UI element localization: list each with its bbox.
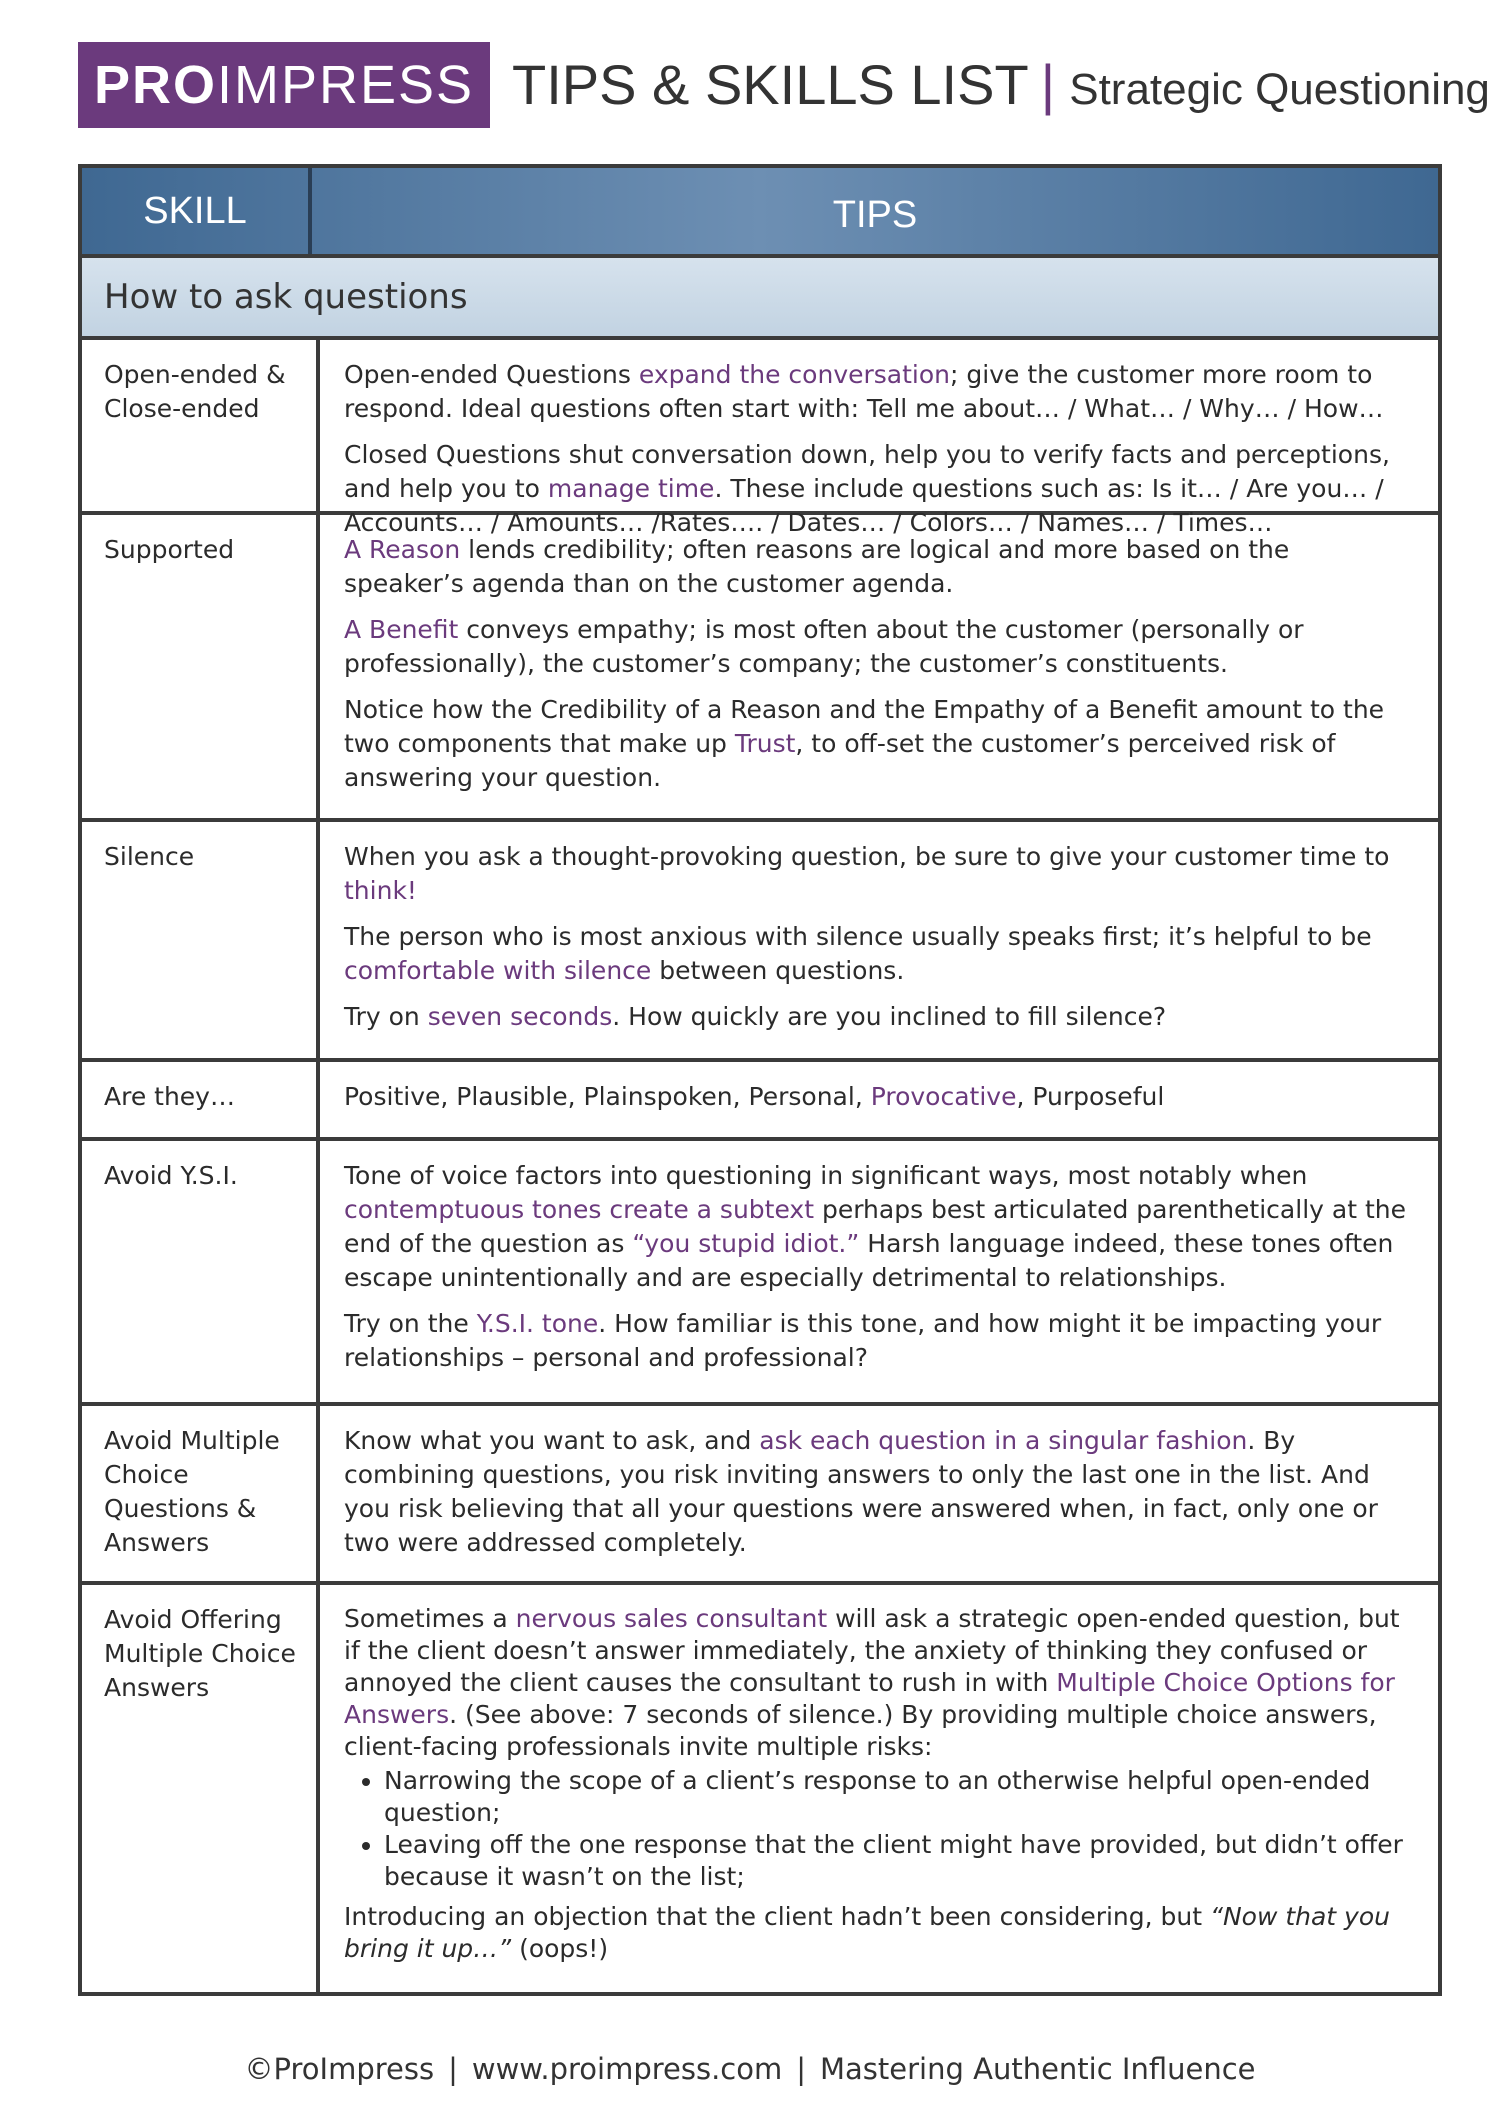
skill-cell: Silence (82, 822, 320, 1058)
tip-paragraph (344, 920, 1414, 988)
section-heading: How to ask questions (82, 258, 1438, 340)
table-row (82, 1406, 1438, 1585)
skill-cell: Avoid Offering Multiple Choice Answers (82, 1585, 320, 1992)
skill-cell: Are they… (82, 1062, 320, 1137)
footer-url: www.proimpress.com (471, 2052, 783, 2086)
footer-tagline: Mastering Authentic Influence (820, 2052, 1256, 2086)
title-main: TIPS & SKILLS LIST (512, 53, 1029, 116)
tips-cell (320, 1062, 1438, 1137)
tip-highlight: think! (344, 876, 417, 905)
page-header (78, 42, 1490, 128)
table-row (82, 822, 1438, 1062)
tip-italic-quote: “Now that you bring it up…” (344, 1902, 1390, 1963)
tips-cell (320, 1141, 1438, 1402)
risk-list (344, 1765, 1414, 1893)
tips-cell (320, 340, 1438, 537)
tip-highlight: “you stupid idiot.” (632, 1229, 860, 1258)
tip-highlight: ask each question in a singular fashion (759, 1426, 1248, 1455)
list-item: • Narrowing the scope of a client’s response to an otherwise helpful open-ended question; (384, 1765, 1414, 1829)
tip-paragraph (344, 1307, 1414, 1375)
tip-paragraph (344, 1901, 1414, 1965)
tip-text: Try on (344, 1002, 428, 1031)
tip-text: , to off-set the customer’s perceived risk of answering your question. (344, 729, 1336, 792)
tip-highlight: Multiple Choice Options for Answers (344, 1668, 1395, 1729)
tip-highlight: expand the conversation (638, 360, 951, 389)
tip-text: , Purposeful (1016, 1082, 1165, 1111)
skill-cell: Open-ended & Close-ended (82, 340, 320, 511)
tip-text: Harsh language indeed, these tones often escape unintentionally and are especially detrimental to relationships. (344, 1229, 1394, 1292)
tip-text: Closed Questions shut conversation down, help you to verify facts and perceptions, and help you to (344, 440, 1390, 503)
tip-text: Open-ended Questions (344, 360, 639, 389)
tip-highlight: Y.S.I. tone (476, 1309, 599, 1338)
footer-separator: | (796, 2052, 807, 2086)
tip-text: When you ask a thought-provoking question, be sure to give your customer time to (344, 842, 1390, 871)
tip-text: . How quickly are you inclined to fill silence? (612, 1002, 1167, 1031)
tip-text: . How familiar is this tone, and how might it be impacting your relationships – personal and professional? (344, 1309, 1382, 1372)
tip-text: . By combining questions, you risk inviting answers to only the last one in the list. And you risk believing that all your questions were answered when, in fact, only one or two were addressed completely. (344, 1426, 1378, 1557)
page-footer (0, 2052, 1500, 2086)
list-item: • Leaving off the one response that the client might have provided, but didn’t offer because it wasn’t on the list; (384, 1829, 1414, 1893)
tip-paragraph (344, 533, 1414, 601)
tip-paragraph (344, 1603, 1414, 1763)
tip-paragraph (344, 358, 1414, 426)
table-row (82, 340, 1438, 537)
tip-highlight: manage time (547, 474, 715, 503)
tips-cell (320, 515, 1438, 818)
tip-text: Positive, Plausible, Plainspoken, Personal, (344, 1082, 871, 1111)
tip-text: . (See above: 7 seconds of silence.) By providing multiple choice answers, client-facing professionals invite multiple risks: (344, 1700, 1377, 1761)
tip-paragraph (344, 613, 1414, 681)
tip-text: (oops!) (511, 1934, 609, 1963)
tip-highlight: A Reason (344, 535, 461, 564)
table-row (82, 1585, 1438, 1996)
tip-text: Try on the (344, 1309, 477, 1338)
tip-highlight: seven seconds (427, 1002, 613, 1031)
tips-cell (320, 822, 1438, 1058)
proimpress-logo (78, 42, 490, 128)
table-row (82, 1141, 1438, 1406)
title-subtitle: Strategic Questioning (1069, 65, 1490, 114)
skill-cell: Avoid Multiple Choice Questions & Answers (82, 1406, 320, 1581)
tip-text: Introducing an objection that the client hadn’t been considering, but (344, 1902, 1210, 1931)
tip-text: Know what you want to ask, and (344, 1426, 760, 1455)
logo-bold-text: PRO (93, 55, 217, 115)
tips-table (78, 164, 1442, 1996)
tip-text: Tone of voice factors into questioning in significant ways, most notably when (344, 1161, 1308, 1190)
tip-paragraph (344, 840, 1414, 908)
title-separator: | (1040, 53, 1056, 116)
column-header-skill: SKILL (82, 168, 312, 254)
tip-highlight: Provocative (870, 1082, 1017, 1111)
tip-text: Notice how the Credibility of a Reason and the Empathy of a Benefit amount to the two components that make up (344, 695, 1385, 758)
tip-text: conveys empathy; is most often about the customer (personally or professionally), the customer’s company; the customer’s constituents. (344, 615, 1304, 678)
tip-text: will ask a strategic open-ended question, but if the client doesn’t answer immediately, the anxiety of thinking they confused or annoyed the client causes the consultant to rush in with (344, 1604, 1400, 1697)
tip-paragraph (344, 1000, 1414, 1034)
footer-copyright: ©ProImpress (244, 2052, 435, 2086)
table-header (82, 168, 1438, 258)
tip-text: ; give the customer more room to respond. Ideal questions often start with: Tell me about… / What… / Why… / How… (344, 360, 1384, 423)
tip-highlight: comfortable with silence (344, 956, 652, 985)
tip-paragraph (344, 1080, 1414, 1114)
tip-paragraph (344, 1159, 1414, 1295)
tip-text: . These include questions such as: Is it… / Are you… / Accounts… / Amounts… /Rates…. / Dates… / Colors… / Names… / Times… (344, 474, 1384, 537)
tip-highlight: A Benefit (344, 615, 459, 644)
tips-cell (320, 1585, 1438, 1992)
tip-highlight: Trust (734, 729, 796, 758)
tip-highlight: contemptuous tones create a subtext (344, 1195, 814, 1224)
tip-text: The person who is most anxious with silence usually speaks first; it’s helpful to be (344, 922, 1372, 951)
table-row (82, 1062, 1438, 1141)
tip-text: lends credibility; often reasons are logical and more based on the speaker’s agenda than on the customer agenda. (344, 535, 1290, 598)
tips-cell (320, 1406, 1438, 1581)
tip-text: Sometimes a (344, 1604, 516, 1633)
skill-cell: Supported (82, 515, 320, 818)
footer-separator: | (448, 2052, 458, 2086)
page-title (512, 50, 1490, 120)
tip-text: perhaps best articulated parenthetically at the end of the question as (344, 1195, 1406, 1258)
tip-paragraph (344, 693, 1414, 795)
logo-light-text: IMPRESS (216, 55, 475, 115)
table-row (82, 515, 1438, 822)
column-header-tips: TIPS (832, 194, 918, 236)
tip-text: between questions. (651, 956, 905, 985)
tip-highlight: nervous sales consultant (515, 1604, 828, 1633)
skill-cell: Avoid Y.S.I. (82, 1141, 320, 1402)
tip-paragraph (344, 1424, 1414, 1560)
